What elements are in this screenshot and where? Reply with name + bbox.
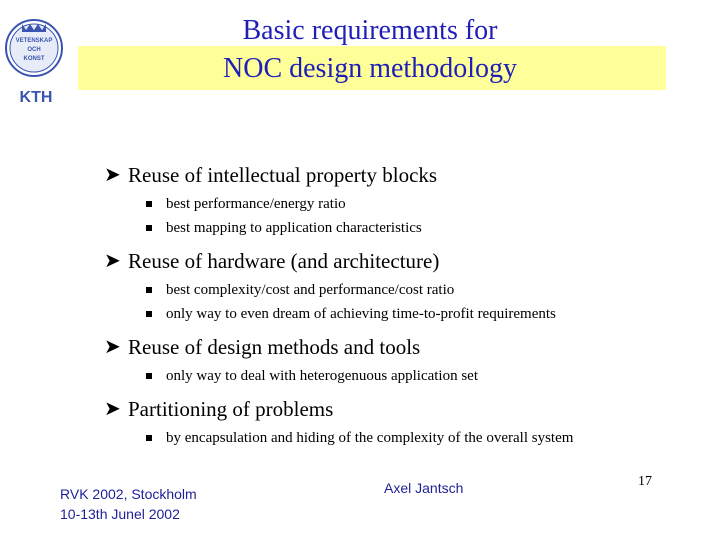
sub-bullet — [142, 216, 704, 240]
sub-bullet-text: only way to deal with heterogenuous application set — [166, 368, 479, 384]
sub-bullet — [142, 426, 704, 450]
bullet-text: Reuse of intellectual property blocks — [128, 163, 438, 187]
footer-venue — [60, 484, 197, 524]
bullet-text: Reuse of design methods and tools — [128, 335, 421, 359]
arrow-bullet-icon: ➤ — [104, 336, 121, 358]
square-bullet-icon — [146, 435, 152, 441]
footer-author: Axel Jantsch — [384, 480, 464, 496]
seal-text-top: VETENSKAP — [15, 38, 53, 44]
kth-seal-icon — [2, 10, 66, 110]
title-line-1: Basic requirements for — [242, 15, 498, 46]
bullet-list — [104, 160, 704, 456]
sub-bullet-text: only way to even dream of achieving time-to-profit requirements — [166, 306, 556, 322]
arrow-bullet-icon: ➤ — [104, 164, 121, 186]
bullet-item — [104, 160, 704, 240]
footer-venue-line-2: 10-13th Junel 2002 — [60, 506, 180, 522]
sub-bullet-text: by encapsulation and hiding of the complexity of the overall system — [166, 430, 574, 446]
square-bullet-icon — [146, 287, 152, 293]
square-bullet-icon — [146, 225, 152, 231]
footer-venue-line-1: RVK 2002, Stockholm — [60, 486, 197, 502]
sub-bullet-text: best mapping to application characteristics — [166, 220, 422, 236]
page-number: 17 — [638, 474, 652, 489]
bullet-text: Partitioning of problems — [128, 397, 334, 421]
bullet-item — [104, 246, 704, 326]
bullet-item — [104, 332, 704, 388]
sub-bullet — [142, 364, 704, 388]
title-line-2: NOC design methodology — [223, 53, 517, 84]
bullet-text: Reuse of hardware (and architecture) — [128, 249, 440, 273]
sub-bullet-text: best complexity/cost and performance/cost ratio — [166, 282, 455, 298]
seal-text-bottom: KONST — [23, 56, 45, 62]
sub-bullet — [142, 302, 704, 326]
square-bullet-icon — [146, 373, 152, 379]
square-bullet-icon — [146, 201, 152, 207]
arrow-bullet-icon: ➤ — [104, 398, 121, 420]
sub-bullet — [142, 192, 704, 216]
slide-title — [150, 12, 590, 88]
square-bullet-icon — [146, 311, 152, 317]
sub-bullet-text: best performance/energy ratio — [166, 196, 346, 212]
arrow-bullet-icon: ➤ — [104, 250, 121, 272]
sub-bullet — [142, 278, 704, 302]
kth-wordmark: KTH — [19, 89, 53, 106]
seal-text-mid: OCH — [27, 47, 41, 53]
kth-logo — [2, 10, 66, 110]
bullet-item — [104, 394, 704, 450]
